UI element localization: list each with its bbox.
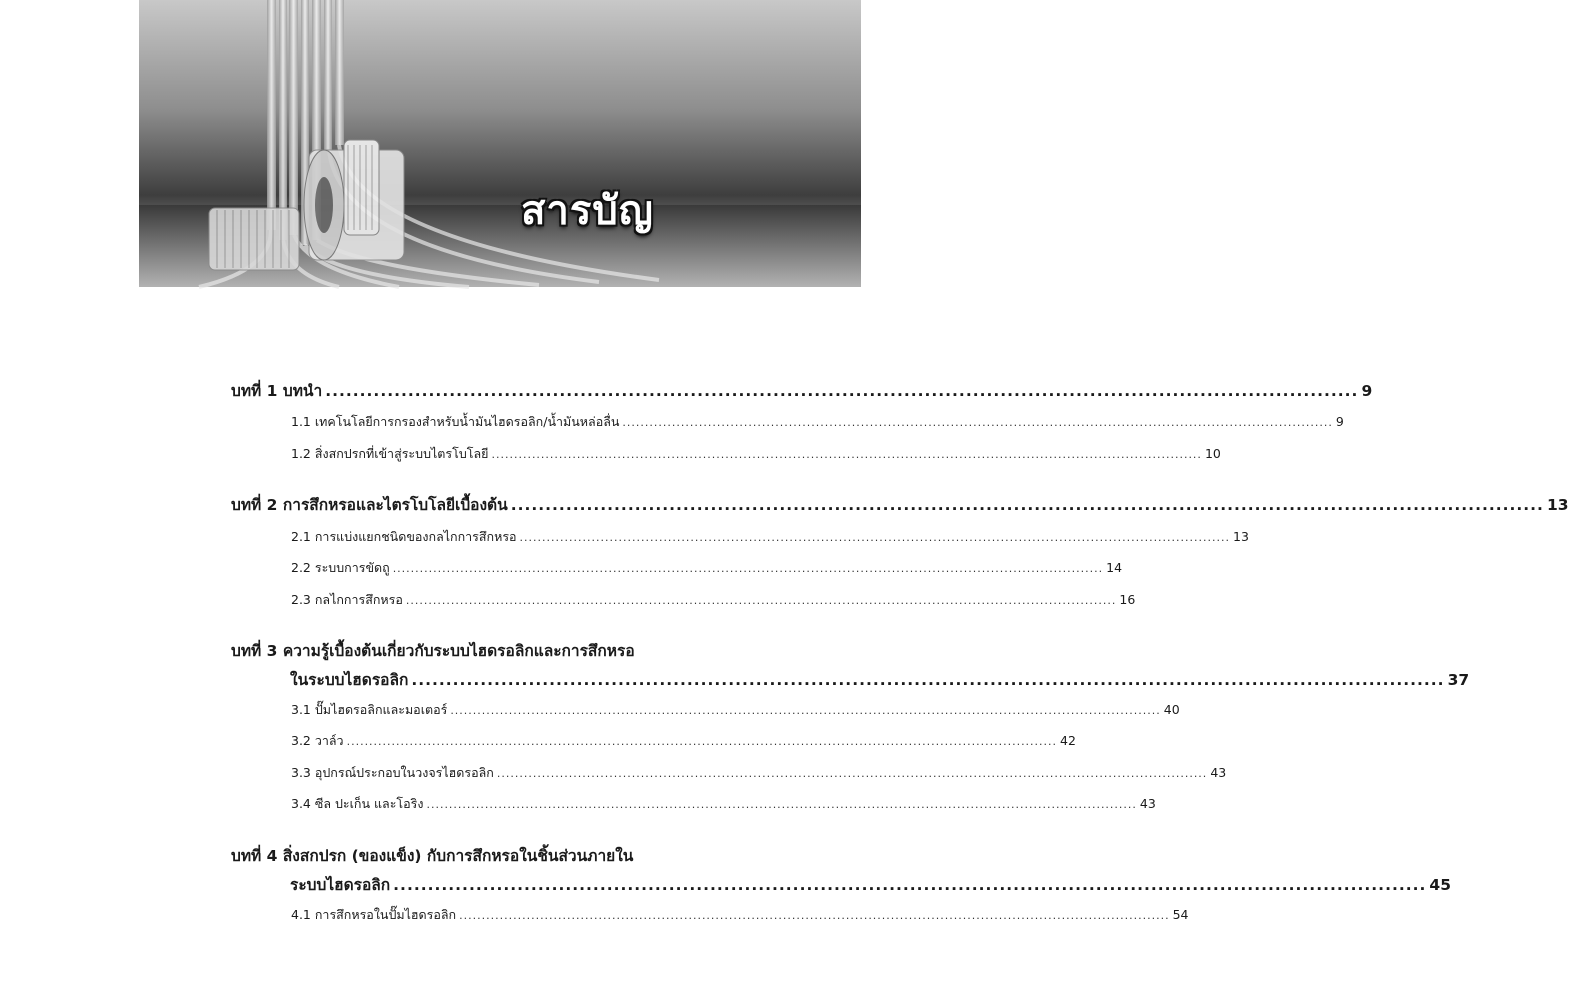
toc-section-3-3[interactable] [291, 763, 1227, 783]
toc-section-1-1[interactable] [291, 412, 1344, 432]
dot-leader: .............................................................................................................................................................. [405, 594, 1117, 607]
dot-leader: .............................................................................................................................................................. [392, 562, 1104, 575]
toc-chapter-4[interactable] [290, 872, 1451, 897]
toc-section-2-2[interactable] [291, 558, 1123, 578]
toc-section-3-2[interactable] [291, 731, 1076, 751]
page-number: 16 [1119, 592, 1136, 607]
page-number: 13 [1546, 496, 1569, 514]
section-title: 2.3 กลไกการสึกหรอ [291, 592, 403, 607]
dot-leader: .............................................................................................................................................................. [622, 416, 1333, 429]
chapter-title: ระบบไฮดรอลิก [290, 876, 391, 894]
dot-leader: .............................................................................................................................................................. [450, 704, 1161, 717]
page-title: สารบัญ [521, 188, 654, 234]
section-title: 3.4 ซีล ปะเก็น และโอริง [291, 796, 424, 811]
page-number: 9 [1361, 382, 1373, 400]
toc-section-2-3[interactable] [291, 590, 1136, 610]
page-number: 43 [1139, 796, 1156, 811]
page-number: 40 [1163, 702, 1180, 717]
page-number: 10 [1204, 446, 1221, 461]
dot-leader: .............................................................................................................................................................. [491, 448, 1202, 461]
toc-chapter-1[interactable] [231, 378, 1373, 403]
page-number: 42 [1060, 733, 1076, 748]
section-title: 2.1 การแบ่งแยกชนิดของกลไกการสึกหรอ [291, 529, 517, 544]
toc-section-2-1[interactable] [291, 527, 1249, 547]
chapter-title: บทที่ 1 บทนำ [231, 382, 323, 400]
dot-leader: .............................................................................................................................................................. [519, 531, 1231, 544]
page-number: 9 [1335, 414, 1344, 429]
chapter-title: ในระบบไฮดรอลิก [290, 671, 409, 689]
page-number: 43 [1210, 765, 1227, 780]
page-number: 14 [1106, 560, 1123, 575]
section-title: 3.1 ปั๊มไฮดรอลิกและมอเตอร์ [291, 702, 448, 717]
dot-leader: ...................................................................................................................................................... [510, 496, 1544, 514]
toc-section-3-1[interactable] [291, 700, 1180, 720]
toc-chapter-3-heading: บทที่ 3 ความรู้เบื้องต้นเกี่ยวกับระบบไฮดรอลิกและการสึกหรอ [231, 642, 635, 660]
toc-chapter-4-heading: บทที่ 4 สิ่งสกปรก (ของแข็ง) กับการสึกหรอในชิ้นส่วนภายใน [231, 847, 634, 865]
page-number: 37 [1447, 671, 1470, 689]
section-title: 1.2 สิ่งสกปรกที่เข้าสู่ระบบไตรโบโลยี [291, 446, 489, 461]
toc-section-4-1[interactable] [291, 905, 1189, 925]
page-number: 54 [1172, 907, 1189, 922]
section-title: 1.1 เทคโนโลยีการกรองสำหรับน้ำมันไฮดรอลิก/น้ำมันหล่อลื่น [291, 414, 620, 429]
dot-leader: .............................................................................................................................................................. [346, 735, 1058, 748]
section-title: 2.2 ระบบการขัดถู [291, 560, 390, 575]
page-number: 13 [1233, 529, 1249, 544]
toc-section-1-2[interactable] [291, 444, 1221, 464]
dot-leader: .............................................................................................................................................................. [426, 798, 1137, 811]
section-title: 3.3 อุปกรณ์ประกอบในวงจรไฮดรอลิก [291, 765, 494, 780]
section-title: 4.1 การสึกหรอในปั๊มไฮดรอลิก [291, 907, 457, 922]
dot-leader: ...................................................................................................................................................... [325, 382, 1359, 400]
dot-leader: ...................................................................................................................................................... [393, 876, 1427, 894]
toc-chapter-3[interactable] [290, 667, 1470, 692]
dot-leader: .............................................................................................................................................................. [459, 909, 1170, 922]
chapter-title: บทที่ 2 การสึกหรอและไตรโบโลยีเบื้องต้น [231, 496, 508, 514]
toc-chapter-2[interactable] [231, 492, 1569, 517]
page-number: 45 [1429, 876, 1451, 894]
dot-leader: .............................................................................................................................................................. [496, 767, 1208, 780]
toc-section-3-4[interactable] [291, 794, 1156, 814]
dot-leader: ...................................................................................................................................................... [411, 671, 1445, 689]
section-title: 3.2 วาล์ว [291, 733, 344, 748]
